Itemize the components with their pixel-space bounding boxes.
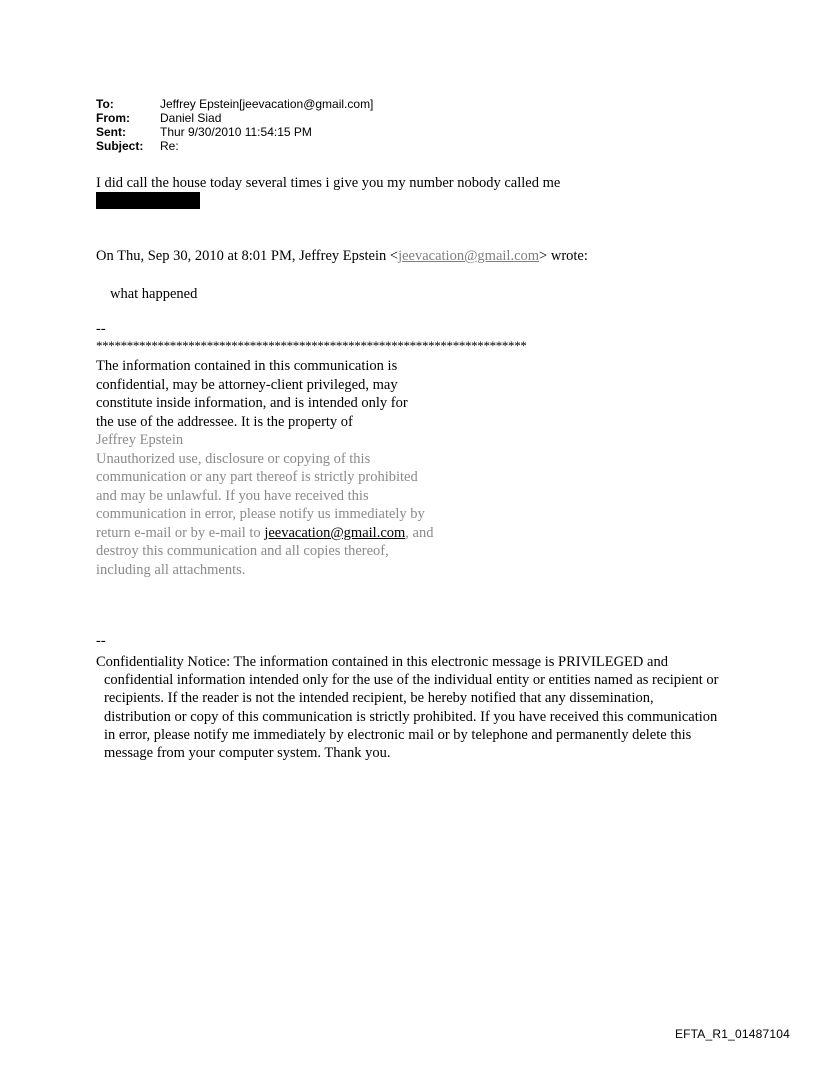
quote-email-link[interactable]: jeevacation@gmail.com [398,248,540,264]
disclaimer-line: The information contained in this communication is [96,358,398,374]
disclaimer-email-suffix: , and [405,524,434,541]
document-id: EFTA_R1_01487104 [674,1027,790,1041]
disclaimer-email-prefix: return e-mail or by e-mail to [96,524,265,541]
disclaimer-line: and may be unlawful. If you have received this [96,487,369,504]
subject-label: Subject: [96,139,144,153]
to-label: To: [96,97,114,111]
email-header [96,97,373,153]
confidentiality-notice: Confidentiality Notice: The information contained in this electronic message is PRIVILEGED and confidential information intended only for the use of the individual entity or entities named as recipient or recipients. If the reader is not the intended recipient, be hereby notified that any dissemination, distribution or copy of this communication is strictly prohibited. If you have received this communication in error, please notify me immediately by electronic mail or by telephone and permanently delete this message from your computer system. Thank you. [96,654,719,762]
redaction-bar [96,192,200,209]
quote-suffix: > wrote: [539,248,588,264]
disclaimer-line: Unauthorized use, disclosure or copying of this [96,450,371,467]
disclaimer-line: communication in error, please notify us immediately by [96,506,425,522]
quote-prefix: On Thu, Sep 30, 2010 at 8:01 PM, Jeffrey Epstein < [96,248,399,264]
subject-row [96,139,373,153]
disclaimer-line: the use of the addressee. It is the property of [96,413,353,430]
disclaimer-line: destroy this communication and all copies thereof, [96,543,389,559]
asterisk-divider: ********************************************************************** [96,338,527,353]
from-label: From: [96,111,130,125]
disclaimer-line: including all attachments. [96,561,246,578]
message-text: I did call the house today several times i give you my number nobody called me [96,175,561,191]
separator-dashes-2: -- [96,633,106,649]
quote-attribution [96,247,588,265]
disclaimer-line: Jeffrey Epstein [96,432,184,448]
from-value: Daniel Siad [160,111,222,125]
sent-value: Thur 9/30/2010 11:54:15 PM [160,125,312,139]
disclaimer-line: communication or any part thereof is strictly prohibited [96,469,418,485]
disclaimer-line: constitute inside information, and is intended only for [96,395,408,411]
separator-dashes: -- [96,321,106,337]
from-row [96,111,373,125]
to-row [96,97,373,111]
sent-label: Sent: [96,125,126,139]
disclaimer-email-link[interactable]: jeevacation@gmail.com [264,524,406,541]
subject-value: Re: [160,139,179,153]
disclaimer-line-email [96,524,433,543]
disclaimer-block [96,357,433,579]
to-value: Jeffrey Epstein[jeevacation@gmail.com] [160,97,374,111]
disclaimer-line: confidential, may be attorney-client privileged, may [96,376,398,393]
quoted-text: what happened [110,286,198,302]
sent-row [96,125,373,139]
